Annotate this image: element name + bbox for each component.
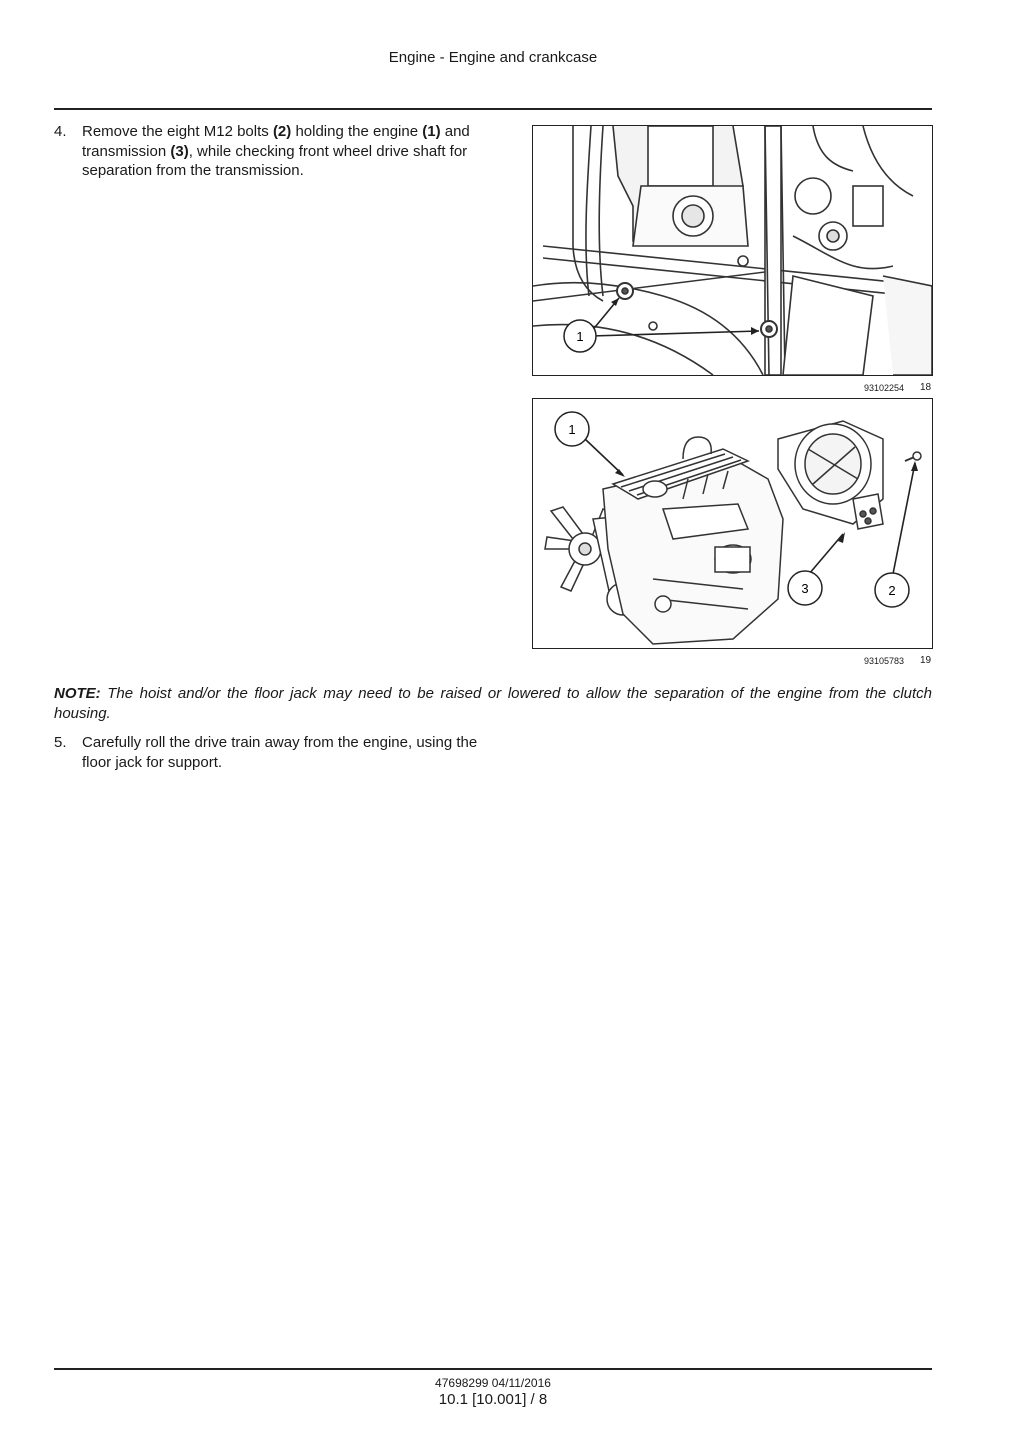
engine-mounting-illustration	[533, 126, 932, 375]
figure-19-number: 19	[920, 655, 932, 666]
step-number: 5.	[54, 734, 67, 751]
figure-18-number: 18	[920, 382, 932, 393]
step-number: 4.	[54, 123, 67, 140]
footer-rule	[54, 1368, 932, 1370]
callout-1-label: 1	[576, 329, 584, 344]
figure-19-caption: 93105783	[864, 656, 905, 666]
step-4	[54, 122, 494, 181]
figure-18	[532, 125, 933, 376]
step-text-part: holding the engine	[291, 123, 423, 140]
header-rule	[54, 108, 932, 110]
engine-transmission-exploded-illustration	[533, 399, 932, 648]
footer-page-number: 10.1 [10.001] / 8	[438, 1391, 548, 1408]
callout-3-label: 3	[801, 581, 809, 596]
step-text	[82, 122, 494, 181]
callout-1-label: 1	[568, 422, 576, 437]
note-paragraph	[54, 684, 932, 723]
page-header-title: Engine - Engine and crankcase	[388, 49, 598, 66]
note-text: The hoist and/or the floor jack may need to be raised or lowered to allow the separation of the engine from the clutch housing.	[54, 685, 932, 722]
callout-2-label: 2	[888, 583, 896, 598]
step-5	[54, 733, 494, 772]
figure-18-caption: 93102254	[864, 383, 905, 393]
ref-bold: (1)	[422, 123, 441, 140]
step-text-part: Remove the eight M12 bolts	[82, 123, 273, 140]
step-text: Carefully roll the drive train away from the engine, using the floor jack for support.	[82, 734, 478, 771]
figure-19	[532, 398, 933, 649]
ref-bold: (3)	[170, 142, 189, 160]
note-label: NOTE:	[54, 685, 101, 702]
step-text-part: , while checking front wheel drive shaft for separation from the transmission.	[82, 142, 468, 179]
ref-bold: (2)	[272, 123, 292, 140]
step-text-part: and transmission	[82, 123, 470, 160]
footer-document-id: 47698299 04/11/2016	[435, 1376, 551, 1390]
